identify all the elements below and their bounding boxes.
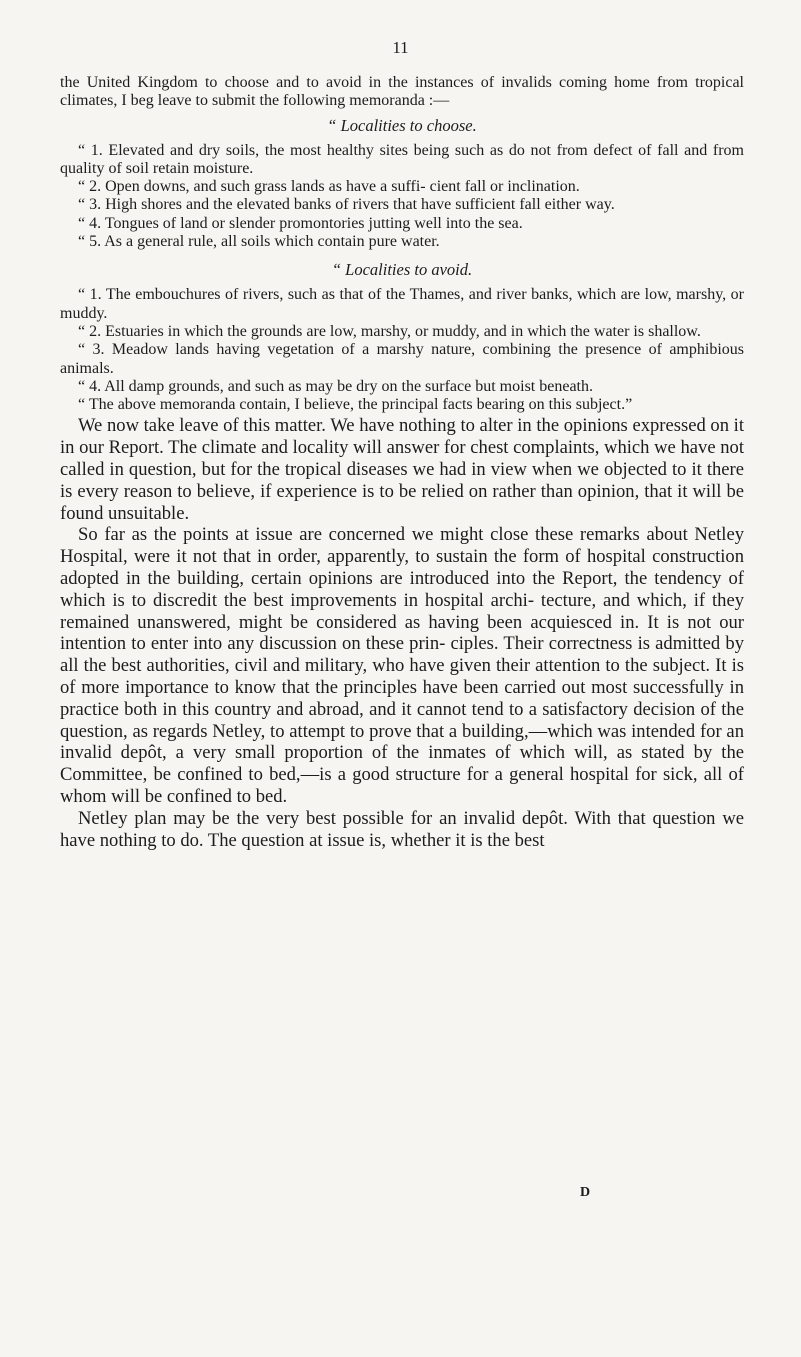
choose-item: “ 2. Open downs, and such grass lands as have a suffi- cient fall or inclination. <box>78 178 580 196</box>
avoid-item: “ 4. All damp grounds, and such as may be dry on the surface but moist beneath. <box>78 377 593 395</box>
memoranda-section <box>60 74 744 414</box>
choose-heading: “ Localities to choose. <box>327 115 477 135</box>
page-number: 11 <box>392 38 409 57</box>
choose-item: “ 5. As a general rule, all soils which contain pure water. <box>78 233 440 251</box>
body-paragraph: So far as the points at issue are concerned we might close these remarks about Netley Hospital, were it not that in order, apparently, to sustain the form of hospital construction adopted in the building, certain opinions are introduced into the Report, the tendency of which is to discredit the best improvements in hospital archi- tecture, and which, if they remained unanswered, might be considered as having been acquiesced in. It is not our intention to enter into any discussion on these prin- ciples. Their correctness is admitted by all the best authorities, civil and military, who have given their attention to the subject. It is of more importance to know that the principles have been carried out most successfully in practice both in this country and abroad, and it cannot tend to a satisfactory decision of the question, as regards Netley, to attempt to prove that a building,—which was intended for an invalid depôt, a very small proportion of the inmates of which will, as stated by the Committee, be confined to bed,—is a good structure for a general hospital for sick, all of whom will be confined to bed. <box>60 524 744 807</box>
choose-item: “ 4. Tongues of land or slender promontories jutting well into the sea. <box>78 214 523 232</box>
avoid-heading: “ Localities to avoid. <box>331 260 473 280</box>
avoid-item: “ 3. Meadow lands having vegetation of a marshy nature, combining the presence of amphibious animals. <box>60 341 744 377</box>
choose-item: “ 3. High shores and the elevated banks of rivers that have sufficient fall either way. <box>78 196 615 214</box>
choose-item: “ 1. Elevated and dry soils, the most healthy sites being such as do not from defect of fall and from quality of soil retain moisture. <box>60 141 744 177</box>
body-text <box>60 415 744 851</box>
intro-paragraph: the United Kingdom to choose and to avoid in the instances of invalids coming home from tropical climates, I beg leave to submit the following memoranda :— <box>60 74 744 110</box>
page-body <box>60 74 744 851</box>
avoid-item: “ 2. Estuaries in which the grounds are low, marshy, or muddy, and in which the water is shallow. <box>78 322 701 340</box>
signature-mark: D <box>580 1185 591 1200</box>
body-paragraph: Netley plan may be the very best possible for an invalid depôt. With that question we have nothing to do. The question at issue is, whether it is the best <box>60 807 744 851</box>
avoid-item: “ 1. The embouchures of rivers, such as that of the Thames, and river banks, which are low, marshy, or muddy. <box>60 286 744 322</box>
avoid-item: “ The above memoranda contain, I believe, the principal facts bearing on this subject.” <box>78 396 633 414</box>
body-paragraph: We now take leave of this matter. We have nothing to alter in the opinions expressed on it in our Report. The climate and locality will answer for chest complaints, which we have not called in question, but for the tropical diseases we had in view when we objected to it there is every reason to believe, if experience is to be relied on rather than opinion, that it will be found unsuitable. <box>60 415 744 524</box>
